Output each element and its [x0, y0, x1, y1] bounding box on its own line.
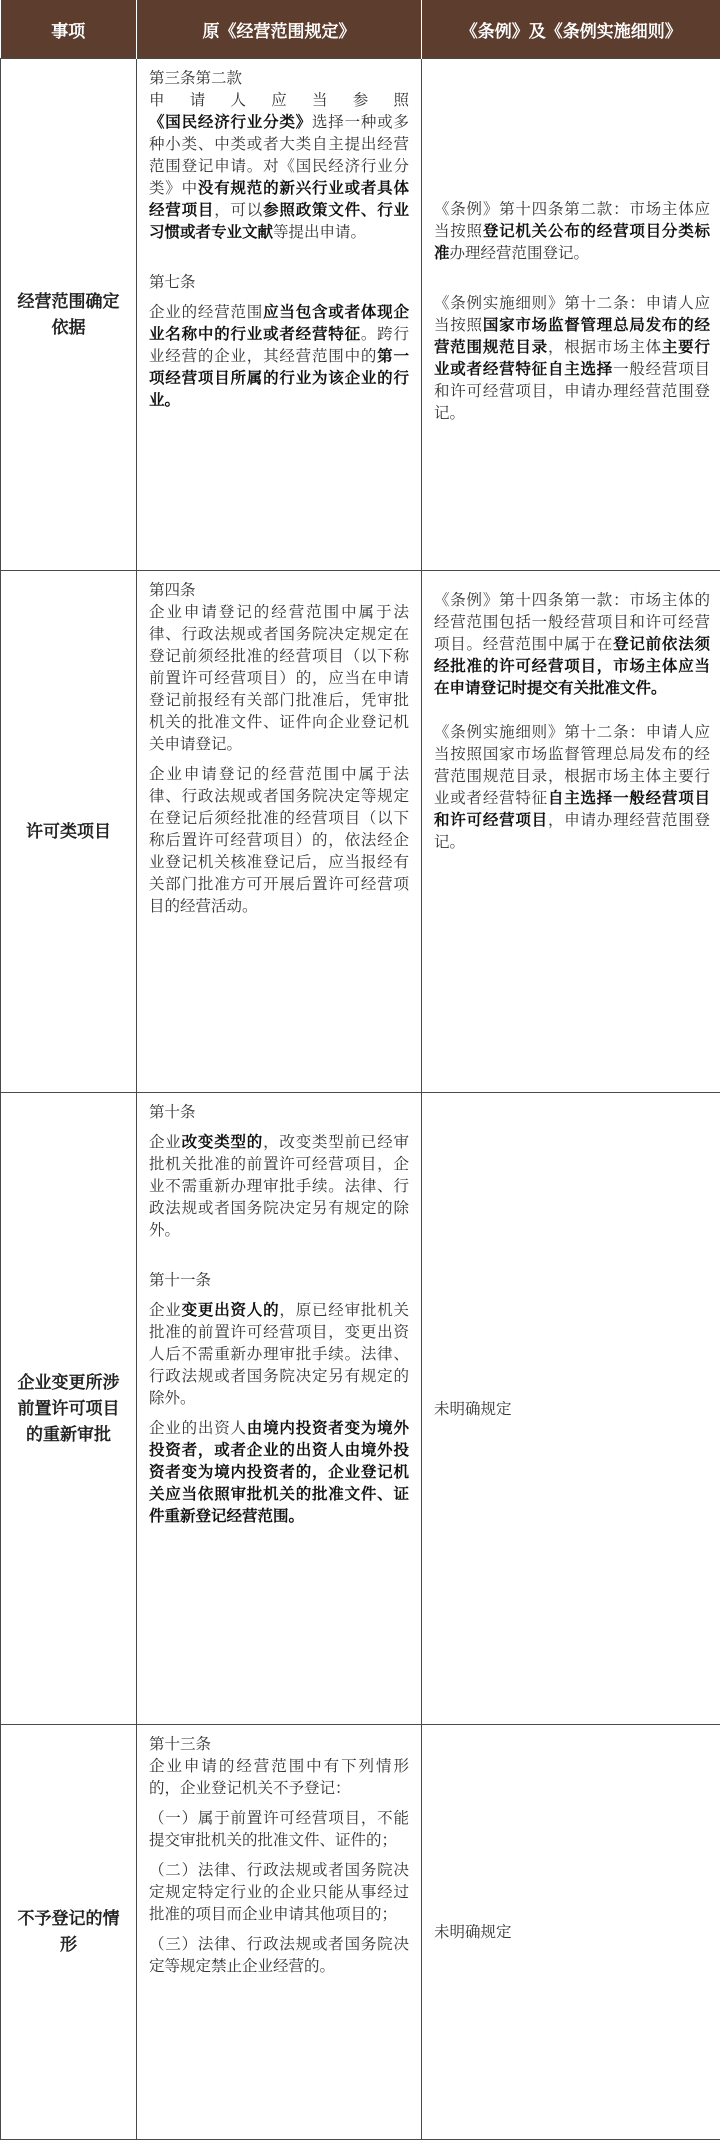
table-row-refusal [1, 1725, 720, 2140]
row-label: 不予登记的情形 [1, 1725, 137, 2140]
table-row-license [1, 571, 720, 1093]
rule-text: （二）法律、行政法规或者国务院决定规定特定行业的企业只能从事经过批准的项目而企业申请其他项目的； [149, 1861, 409, 1923]
new-rule-cell [422, 59, 720, 571]
article-title: 第四条 [149, 581, 196, 599]
new-rule-cell [422, 571, 720, 1093]
table-row-basis [1, 59, 720, 571]
header-matter: 事项 [1, 0, 137, 59]
article-title: 第七条 [149, 273, 196, 291]
rule-text: 《条例实施细则》第十二条：申请人应当按照国家市场监督管理总局发布的经营范围规范目录，根据市场主体主要行业或者经营特征自主选择一般经营项目和许可经营项目，申请办理经营范围登记。 [434, 293, 710, 422]
old-rule-cell [137, 1093, 422, 1725]
row-label: 企业变更所涉前置许可项目的重新审批 [1, 1093, 137, 1725]
rule-text: 企业的经营范围应当包含或者体现企业名称中的行业或者经营特征。跨行业经营的企业，其经营范围中的第一项经营项目所属的行业为该企业的行业。 [149, 303, 409, 409]
rule-text: （一）属于前置许可经营项目，不能提交审批机关的批准文件、证件的； [149, 1809, 409, 1849]
article-title: 第十三条 [149, 1735, 212, 1753]
article-title: 第三条第二款 [149, 69, 243, 87]
rule-text: 企业申请的经营范围中有下列情形的，企业登记机关不予登记： [149, 1757, 409, 1797]
new-rule-cell: 未明确规定 [422, 1093, 720, 1725]
article-title: 第十一条 [149, 1271, 212, 1289]
row-label: 经营范围确定依据 [1, 59, 137, 571]
old-rule-cell [137, 1725, 422, 2140]
rule-text: 《条例》第十四条第一款：市场主体的经营范围包括一般经营项目和许可经营项目。经营范围中属于在登记前依法须经批准的许可经营项目，市场主体应当在申请登记时提交有关批准文件。 [434, 591, 710, 697]
rule-text: 企业的出资人由境内投资者变为境外投资者，或者企业的出资人由境外投资者变为境内投资者的，企业登记机关应当依照审批机关的批准文件、证件重新登记经营范围。 [149, 1419, 409, 1525]
rule-text: 企业申请登记的经营范围中属于法律、行政法规或者国务院决定规定在登记前须经批准的经营项目（以下称前置许可经营项目）的，应当在申请登记前报经有关部门批准后，凭审批机关的批准文件、证件向企业登记机关申请登记。 [149, 603, 409, 753]
header-new-rule: 《条例》及《条例实施细则》 [422, 0, 720, 59]
rule-text: 企业申请登记的经营范围中属于法律、行政法规或者国务院决定等规定在登记后须经批准的经营项目（以下称后置许可经营项目）的，依法经企业登记机关核准登记后，应当报经有关部门批准方可开展后置许可经营项目的经营活动。 [149, 765, 409, 915]
old-rule-cell [137, 59, 422, 571]
row-label: 许可类项目 [1, 571, 137, 1093]
rule-text: 《条例实施细则》第十二条：申请人应当按照国家市场监督管理总局发布的经营范围规范目录，根据市场主体主要行业或者经营特征自主选择一般经营项目和许可经营项目，申请办理经营范围登记。 [434, 723, 710, 851]
article-title: 第十条 [149, 1103, 196, 1121]
rule-text: 企业变更出资人的，原已经审批机关批准的前置许可经营项目，变更出资人后不需重新办理审批手续。法律、行政法规或者国务院决定另有规定的除外。 [149, 1301, 409, 1407]
header-old-rule: 原《经营范围规定》 [137, 0, 422, 59]
rule-text: 申请人应当参照《国民经济行业分类》选择一种或多种小类、中类或者大类自主提出经营范围登记申请。对《国民经济行业分类》中没有规范的新兴行业或者具体经营项目，可以参照政策文件、行业习惯或者专业文献等提出申请。 [149, 91, 409, 241]
rule-text: 企业改变类型的，改变类型前已经审批机关批准的前置许可经营项目，企业不需重新办理审批手续。法律、行政法规或者国务院决定另有规定的除外。 [149, 1133, 409, 1239]
new-rule-cell: 未明确规定 [422, 1725, 720, 2140]
rule-text: （三）法律、行政法规或者国务院决定等规定禁止企业经营的。 [149, 1935, 409, 1975]
header-row [1, 0, 720, 59]
table-row-change-approval [1, 1093, 720, 1725]
old-rule-cell [137, 571, 422, 1093]
rule-text: 《条例》第十四条第二款：市场主体应当按照登记机关公布的经营项目分类标准办理经营范围登记。 [434, 199, 710, 262]
